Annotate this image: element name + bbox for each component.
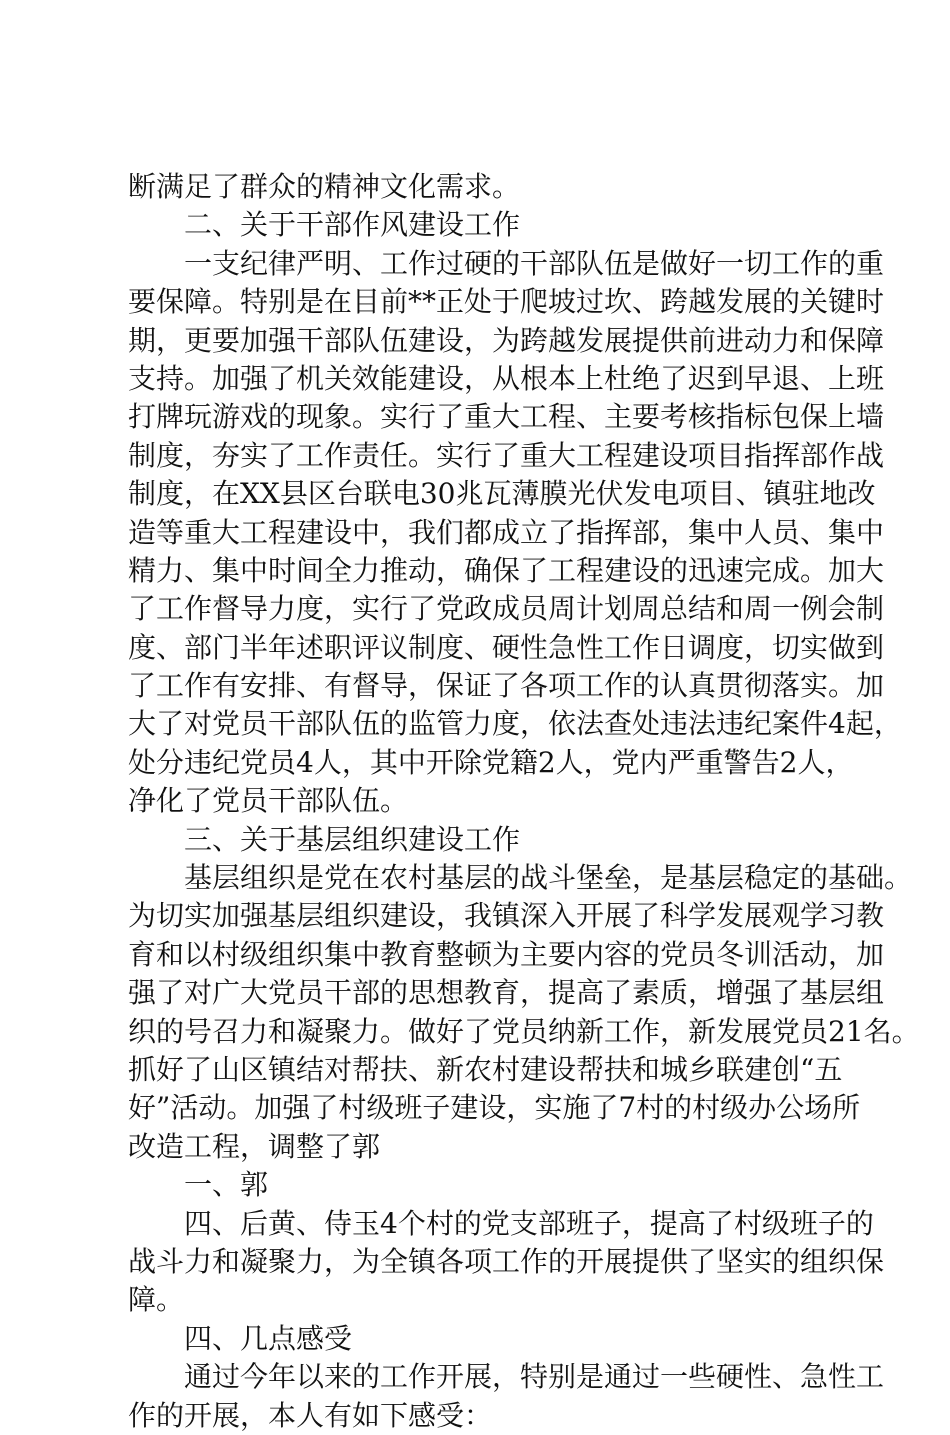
text-line: 障。	[128, 1283, 185, 1317]
text-line: 断满足了群众的精神文化需求。	[128, 170, 521, 203]
text-line: 造等重大工程建设中，我们都成立了指挥部，集中人员、集中	[128, 515, 885, 549]
text-line: 一、郭	[184, 1168, 269, 1202]
text-line: 四、后黄、侍玉4个村的党支部班子，提高了村级班子的	[184, 1206, 874, 1240]
text-line: 为切实加强基层组织建设，我镇深入开展了科学发展观学习教	[128, 899, 885, 933]
text-line: 了工作督导力度，实行了党政成员周计划周总结和周一例会制	[128, 592, 885, 626]
text-line: 通过今年以来的工作开展，特别是通过一些硬性、急性工	[184, 1360, 885, 1394]
text-line: 净化了党员干部队伍。	[128, 784, 409, 818]
text-line: 要保障。特别是在目前**正处于爬坡过坎、跨越发展的关键时	[128, 285, 885, 319]
text-line: 三、关于基层组织建设工作	[184, 822, 521, 856]
text-line: 精力、集中时间全力推动，确保了工程建设的迅速完成。加大	[128, 553, 885, 587]
text-line: 期，更要加强干部队伍建设，为跨越发展提供前进动力和保障	[128, 323, 885, 357]
text-line: 育和以村级组织集中教育整顿为主要内容的党员冬训活动，加	[128, 937, 885, 971]
document-body	[128, 168, 920, 1435]
text-line: 一支纪律严明、工作过硬的干部队伍是做好一切工作的重	[184, 246, 885, 280]
text-line: 支持。加强了机关效能建设，从根本上杜绝了迟到早退、上班	[128, 361, 885, 395]
text-line: 抓好了山区镇结对帮扶、新农村建设帮扶和城乡联建创“五	[128, 1052, 843, 1086]
text-line: 制度，夯实了工作责任。实行了重大工程建设项目指挥部作战	[128, 438, 885, 472]
text-line: 改造工程，调整了郭	[128, 1129, 381, 1163]
text-line: 处分违纪党员4人，其中开除党籍2人，党内严重警告2人，	[128, 745, 854, 779]
text-line: 了工作有安排、有督导，保证了各项工作的认真贯彻落实。加	[128, 669, 885, 703]
text-line: 基层组织是党在农村基层的战斗堡垒，是基层稳定的基础。	[184, 861, 913, 895]
text-line: 打牌玩游戏的现象。实行了重大工程、主要考核指标包保上墙	[128, 400, 885, 434]
text-line: 二、关于干部作风建设工作	[184, 208, 521, 242]
text-line: 织的号召力和凝聚力。做好了党员纳新工作，新发展党员21名。	[128, 1014, 920, 1048]
text-line: 大了对党员干部队伍的监管力度，依法查处违法违纪案件4起，	[128, 707, 902, 741]
text-line: 作的开展，本人有如下感受：	[128, 1398, 493, 1432]
text-line: 好”活动。加强了村级班子建设，实施了7村的村级办公场所	[128, 1091, 861, 1125]
text-line: 度、部门半年述职评议制度、硬性急性工作日调度，切实做到	[128, 630, 885, 664]
text-line: 战斗力和凝聚力，为全镇各项工作的开展提供了坚实的组织保	[128, 1244, 885, 1278]
text-line: 强了对广大党员干部的思想教育，提高了素质，增强了基层组	[128, 976, 885, 1010]
text-line: 制度，在XX县区台联电30兆瓦薄膜光伏发电项目、镇驻地改	[128, 477, 876, 511]
text-line: 四、几点感受	[184, 1321, 353, 1355]
